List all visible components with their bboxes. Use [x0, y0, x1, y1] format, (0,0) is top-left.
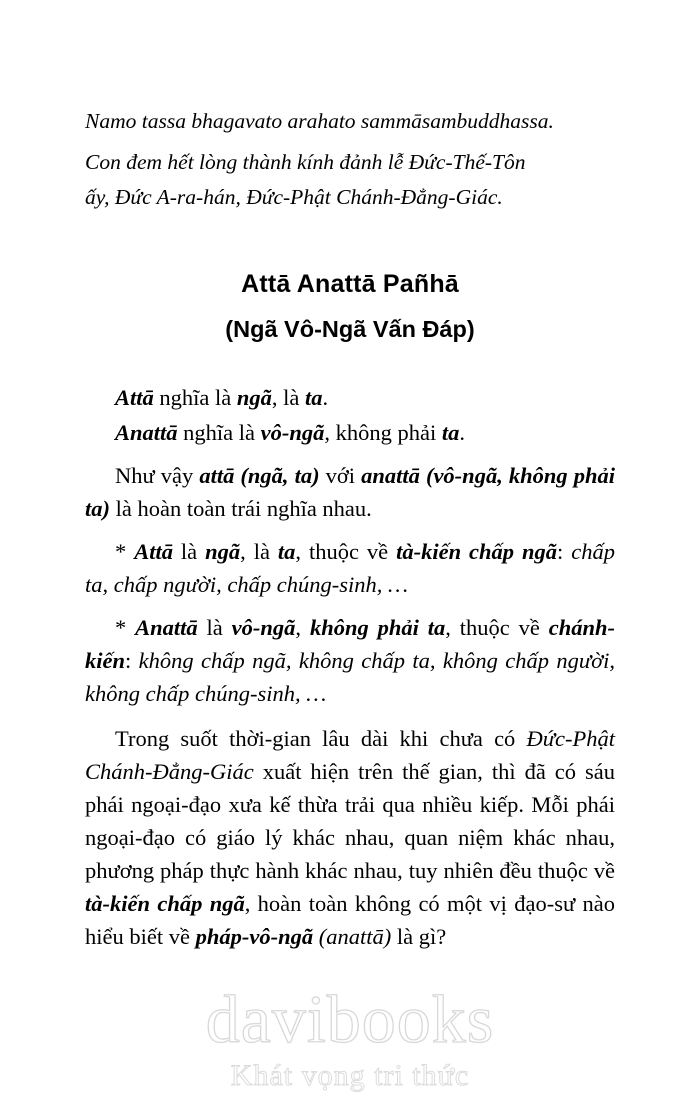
- text-run: , thuộc về: [445, 614, 549, 640]
- text-run: Anattā: [135, 614, 198, 640]
- body-text: [85, 381, 615, 953]
- text-run: không chấp ngã, không chấp ta, không chấp người, không chấp chúng-sinh, …: [85, 647, 615, 706]
- text-run: nghĩa là: [153, 385, 237, 411]
- text-run: chấp ta, chấp người, chấp chúng-sinh, …: [85, 538, 615, 597]
- text-run: , thuộc về: [295, 538, 397, 564]
- paragraph: [85, 722, 615, 953]
- text-run: :: [557, 538, 572, 564]
- text-run: pháp-vô-ngã: [195, 924, 314, 950]
- text-run: .: [459, 419, 466, 445]
- page-content: [85, 104, 615, 954]
- epigraph-line-2: Con đem hết lòng thành kính đảnh lễ Đức-Thế-Tôn: [85, 149, 526, 174]
- text-run: *: [115, 614, 136, 640]
- paragraph: [85, 381, 615, 414]
- text-run: .: [322, 385, 329, 411]
- text-run: ta: [441, 419, 460, 445]
- page-title: Attā Anattā Pañhā: [241, 270, 459, 299]
- text-run: Trong suốt thời-gian lâu dài khi chưa có: [115, 726, 527, 752]
- text-run: ,: [295, 614, 310, 640]
- text-run: *: [115, 538, 135, 564]
- text-run: vô-ngã: [231, 614, 296, 640]
- text-run: Anattā: [115, 419, 178, 445]
- paragraph: [85, 535, 615, 601]
- text-run: , là: [240, 538, 278, 564]
- text-run: Như vậy: [115, 462, 200, 488]
- text-run: ta: [305, 385, 323, 411]
- paragraph: [85, 416, 615, 449]
- text-run: là: [197, 614, 232, 640]
- text-run: tà-kiến chấp ngã: [396, 538, 558, 564]
- text-run: nghĩa là: [177, 419, 261, 445]
- watermark-tagline: Khát vọng tri thức: [230, 1059, 470, 1092]
- text-run: ta: [277, 538, 296, 564]
- text-run: ngã: [236, 385, 272, 411]
- text-run: Attā: [115, 385, 154, 411]
- text-run: xuất hiện trên thế gian, thì đã có sáu phái ngoại-đạo xưa kế thừa trải qua nhiều kiếp. Mỗi phái ngoại-đạo có giáo lý khác nhau, quan niệm khác nhau, phương pháp thực hành khác nhau, tuy nhiên đều thuộc về: [85, 759, 615, 884]
- text-run: tà-kiến chấp ngã: [85, 891, 245, 917]
- text-run: , hoàn toàn không có một vị đạo-sư nào hiểu biết về: [85, 891, 615, 950]
- epigraph-block: [85, 104, 615, 214]
- paragraph: [85, 611, 615, 710]
- text-run: , là: [271, 385, 306, 411]
- text-run: Đức-Phật Chánh-Đẳng-Giác: [85, 726, 615, 785]
- text-run: (anattā): [313, 924, 392, 950]
- text-run: là gì?: [391, 924, 447, 950]
- watermark: [0, 981, 700, 1093]
- watermark-brand: davibooks: [205, 981, 495, 1057]
- text-run: không phải ta: [309, 614, 446, 640]
- paragraph: [85, 459, 615, 525]
- text-run: :: [125, 647, 139, 673]
- text-run: Attā: [134, 538, 173, 564]
- text-run: là hoàn toàn trái nghĩa nhau.: [110, 495, 372, 521]
- epigraph-line-3: ấy, Đức A-ra-hán, Đức-Phật Chánh-Đẳng-Giác.: [85, 184, 503, 209]
- title-block: [85, 270, 615, 343]
- text-run: là: [172, 538, 206, 564]
- page-subtitle: (Ngã Vô-Ngã Vấn Đáp): [225, 316, 475, 343]
- epigraph-line-1: Namo tassa bhagavato arahato sammāsambuddhassa.: [85, 109, 554, 133]
- text-run: với: [319, 462, 362, 488]
- text-run: attā (ngã, ta): [199, 462, 320, 488]
- text-run: anattā (vô-ngã, không phải ta): [85, 462, 615, 521]
- text-run: ngã: [205, 538, 241, 564]
- text-run: chánh-kiến: [85, 614, 616, 673]
- text-run: vô-ngã: [260, 419, 325, 445]
- text-run: , không phải: [324, 419, 442, 445]
